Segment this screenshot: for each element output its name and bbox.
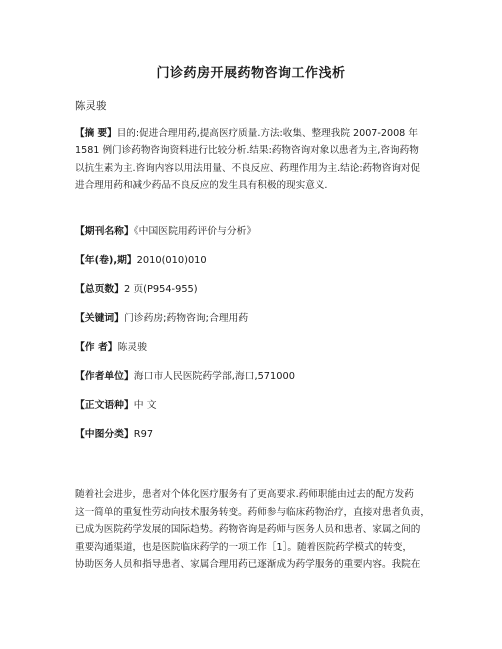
meta-value: 中 文: [133, 400, 157, 411]
meta-label: 【总页数】: [75, 284, 124, 295]
meta-value: 2 页(P954-955): [123, 284, 198, 295]
meta-label: 【正文语种】: [75, 400, 134, 411]
meta-value: 陈灵骏: [117, 342, 147, 353]
article-author: 陈灵骏: [75, 100, 107, 112]
body-line: 已成为医院药学发展的国际趋势。药物咨询是药师与医务人员和患者、家属之间的: [75, 524, 421, 535]
meta-label: 【作 者】: [75, 342, 118, 353]
meta-pages: [75, 281, 198, 295]
abstract-text: 目的:促进合理用药,提高医疗质量.方法:收集、整理我院 2007-2008 年: [116, 128, 418, 139]
body-line: 随着社会进步，患者对个体化医疗服务有了更高要求.药师职能由过去的配方发药: [75, 489, 414, 500]
meta-value: 2010(010)010: [136, 255, 207, 266]
meta-classification: [75, 426, 153, 440]
body-line: 这一简单的重复性劳动向技术服务转变。药师参与临床药物治疗，直接对患者负责，: [75, 506, 430, 518]
abstract-line: 1581 例门诊药物咨询资料进行比较分析.结果:药物咨询对象以患者为主,咨询药物: [75, 145, 419, 157]
meta-value: 门诊药房;药物咨询;合理用药: [123, 313, 249, 324]
meta-label: 【关键词】: [75, 313, 124, 324]
abstract-block: [75, 125, 435, 194]
meta-label: 【中图分类】: [75, 429, 134, 440]
abstract-label: 【摘 要】: [75, 128, 117, 139]
meta-label: 【年(卷),期】: [75, 255, 137, 266]
meta-affiliation: [75, 368, 295, 382]
meta-journal: [75, 223, 256, 237]
article-title: 门诊药房开展药物咨询工作浅析: [156, 66, 346, 81]
body-line: 重要沟通渠道，也是医院临床药学的一项工作［1］。随着医院药学模式的转变，: [75, 541, 413, 553]
meta-language: [75, 397, 157, 411]
body-paragraph: [75, 486, 437, 574]
meta-volume: [75, 252, 207, 266]
meta-keywords: [75, 310, 248, 324]
body-line: 协助医务人员和指导患者、家属合理用药已逐渐成为药学服务的重要内容。我院在: [75, 559, 421, 570]
meta-author: [75, 339, 147, 353]
abstract-line: 进合理用药和减少药品不良反应的发生具有积极的现实意义.: [75, 179, 328, 191]
meta-value: 《中国医院用药评价与分析》: [133, 226, 257, 237]
meta-label: 【作者单位】: [75, 371, 134, 382]
abstract-line: [75, 125, 435, 142]
meta-value: 海口市人民医院药学部,海口,571000: [133, 371, 295, 382]
meta-label: 【期刊名称】: [75, 226, 134, 237]
meta-value: R97: [133, 429, 154, 440]
abstract-line: 以抗生素为主.咨询内容以用法用量、不良反应、药理作用为主.结论:药物咨询对促: [75, 162, 421, 174]
